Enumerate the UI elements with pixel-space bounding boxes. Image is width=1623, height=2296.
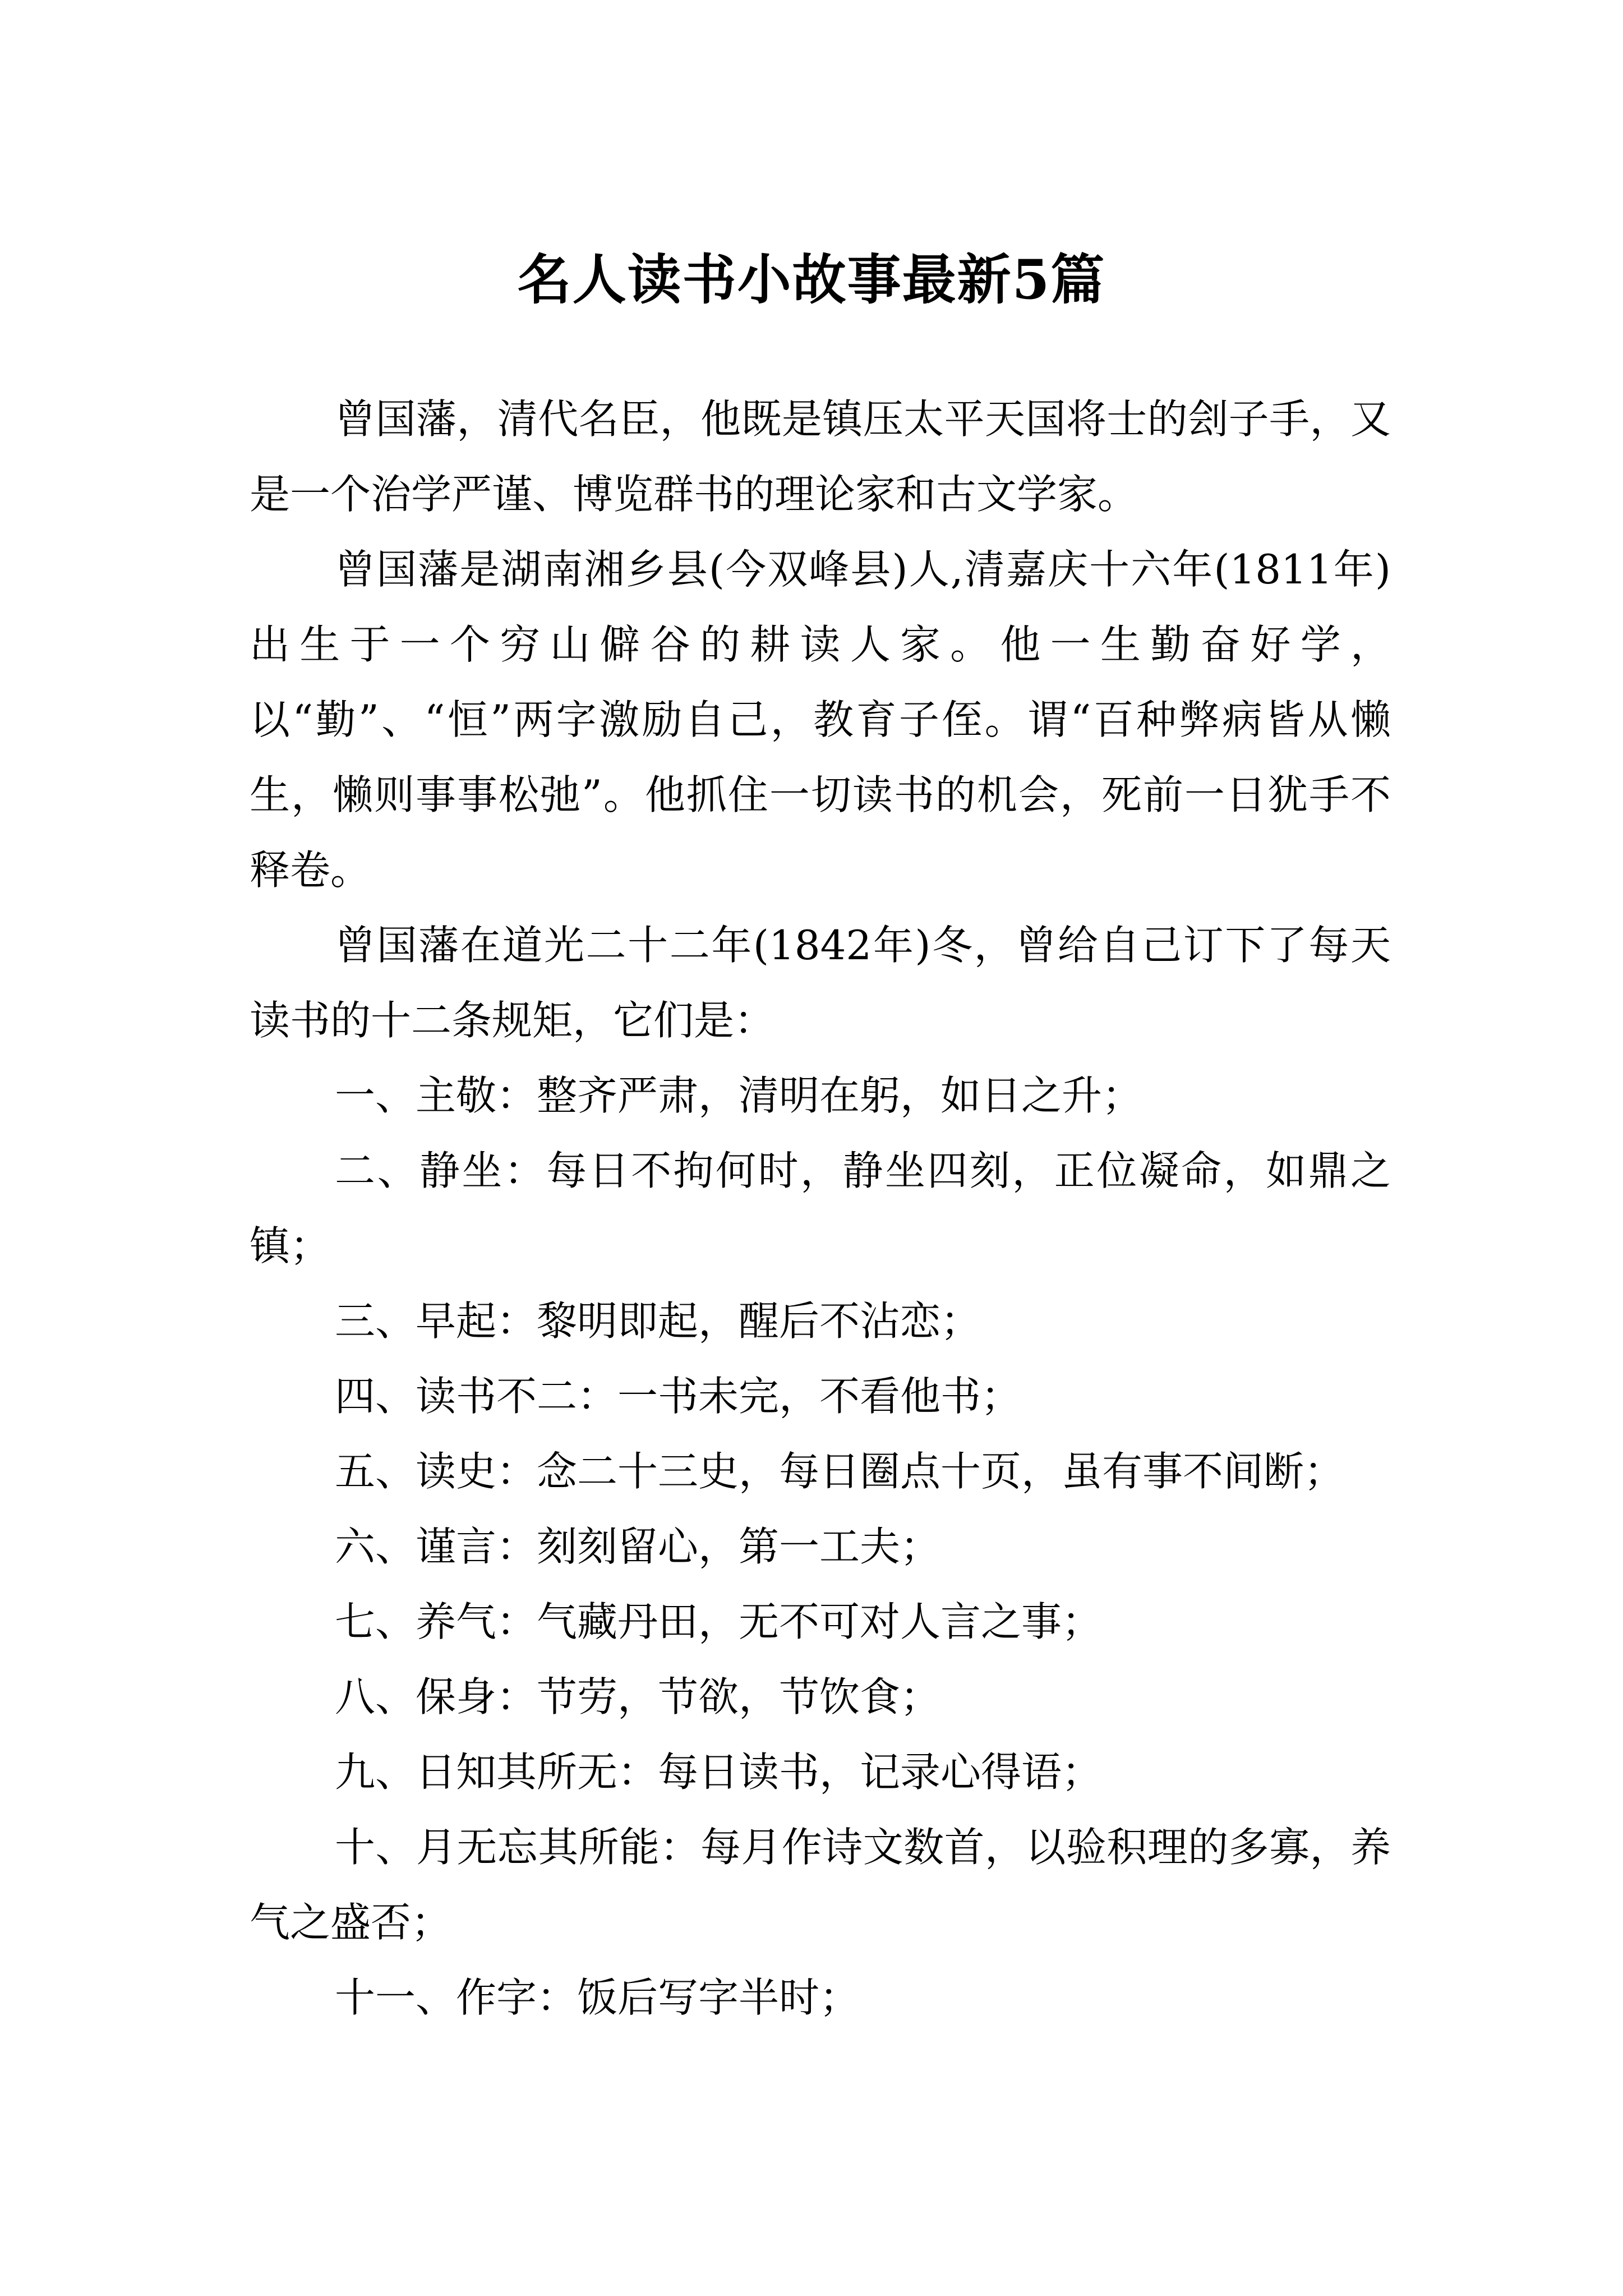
rule-item: 四、读书不二：一书未完，不看他书； (335, 1373, 1022, 1420)
paragraph: 曾国藩在道光二十二年(1842年)冬，曾给自己订下了每天读书的十二条规矩，它们是： (250, 922, 1391, 1044)
rule-item: 二、静坐：每日不拘何时，静坐四刻，正位凝命，如鼎之镇； (250, 1147, 1391, 1269)
document-body (250, 381, 1391, 2035)
rule-item: 五、读史：念二十三史，每日圈点十页，虽有事不间断； (335, 1448, 1345, 1495)
rule-item: 八、保身：节劳，节欲，节饮食； (335, 1673, 941, 1720)
rule-item: 一、主敬：整齐严肃，清明在躬，如日之升； (335, 1072, 1143, 1119)
page-title: 名人读书小故事最新5篇 (517, 248, 1106, 312)
rule-item: 十一、作字：饭后写字半时； (335, 1974, 860, 2021)
rule-item: 三、早起：黎明即起，醒后不沾恋； (335, 1297, 981, 1345)
rule-item: 十、月无忘其所能：每月作诗文数首，以验积理的多寡，养气之盛否； (250, 1824, 1391, 1946)
paragraph: 曾国藩，清代名臣，他既是镇压太平天国将士的刽子手，又是一个治学严谨、博览群书的理论家和古文学家。 (250, 395, 1391, 518)
rule-item: 六、谨言：刻刻留心，第一工夫； (335, 1523, 941, 1570)
paragraph: 曾国藩是湖南湘乡县(今双峰县)人,清嘉庆十六年(1811年)出生于一个穷山僻谷的耕读人家。他一生勤奋好学，以“勤”、“恒”两字激励自己，教育子侄。谓“百种弊病皆从懒生，懒则事事松弛”。他抓住一切读书的机会，死前一日犹手不释卷。 (250, 546, 1391, 894)
rule-item: 九、日知其所无：每日读书，记录心得语； (335, 1749, 1103, 1796)
rule-item: 七、养气：气藏丹田，无不可对人言之事； (335, 1598, 1103, 1645)
